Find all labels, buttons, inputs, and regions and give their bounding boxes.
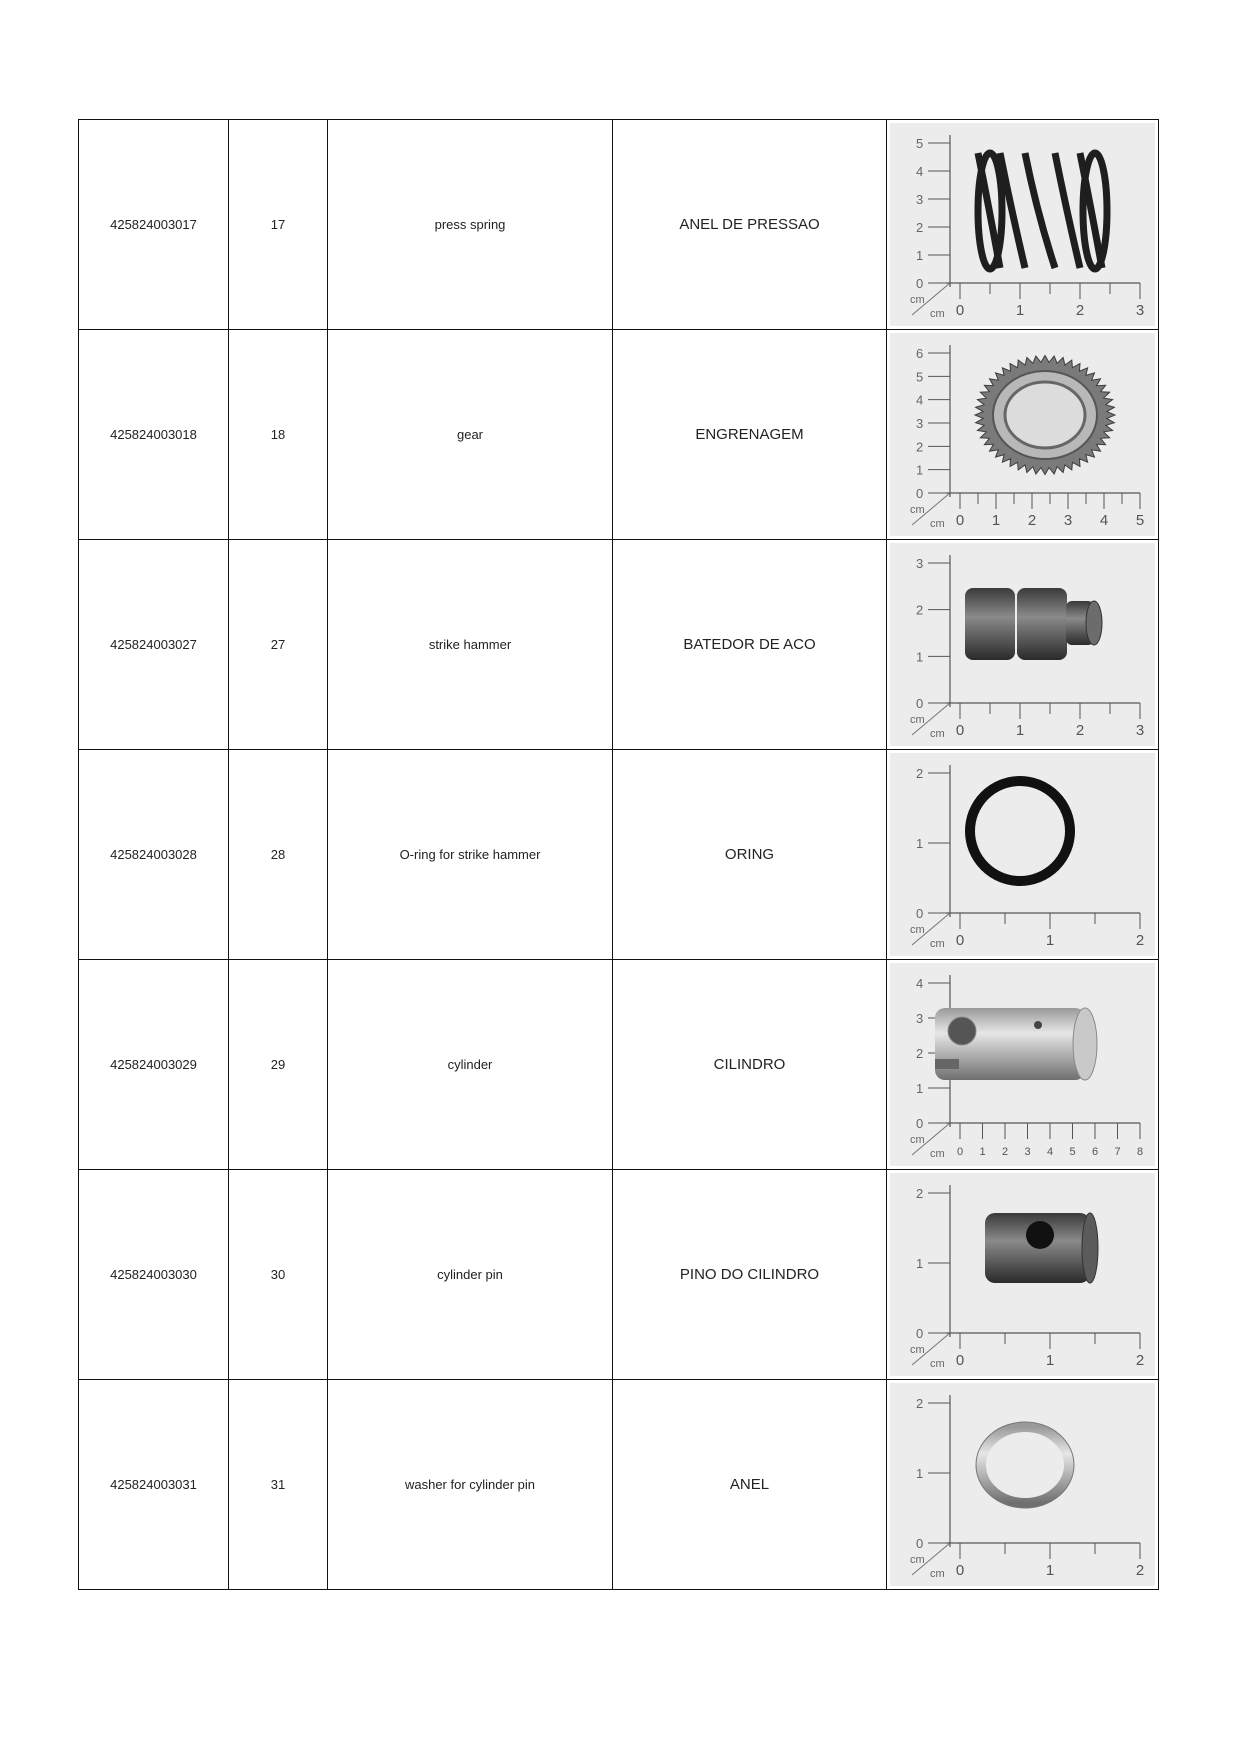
part-number: 425824003031 (79, 1380, 229, 1590)
description-pt: ORING (613, 750, 887, 960)
scale-y-label: 5 (916, 136, 924, 151)
part-number: 425824003018 (79, 330, 229, 540)
table-row (79, 750, 1159, 960)
position-number: 31 (229, 1380, 328, 1590)
description-pt: CILINDRO (613, 960, 887, 1170)
scale-unit-label: cm (930, 1148, 945, 1160)
scale-x-label: 2 (1027, 512, 1037, 529)
part-photo (890, 123, 1155, 326)
scale-y-label: 0 (916, 906, 924, 921)
scale-x-label: 1 (1045, 1352, 1055, 1369)
scale-y-label: 1 (916, 649, 924, 665)
scale-x-label: 3 (1024, 1146, 1031, 1158)
description-pt: ANEL (613, 1380, 887, 1590)
scale-x-label: 0 (955, 1562, 965, 1579)
scale-y-label: 0 (916, 1116, 924, 1131)
scale-x-label: 5 (1069, 1146, 1076, 1158)
scale-unit-label: cm (930, 308, 945, 320)
description-en: strike hammer (328, 540, 613, 750)
scale-y-label: 1 (916, 836, 924, 851)
scale-y-label: 1 (916, 1081, 924, 1096)
position-number: 29 (229, 960, 328, 1170)
table-row (79, 540, 1159, 750)
scale-x-label: 0 (955, 512, 965, 529)
scale-y-label: 2 (916, 1046, 924, 1061)
description-pt: PINO DO CILINDRO (613, 1170, 887, 1380)
description-en: press spring (328, 120, 613, 330)
scale-y-label: 4 (916, 392, 924, 408)
scale-x-label: 1 (1015, 722, 1025, 739)
part-photo (890, 753, 1155, 956)
scale-y-label: 6 (916, 346, 924, 361)
part-photo (890, 333, 1155, 536)
gear-picture (975, 356, 1115, 475)
scale-y-label: 0 (916, 276, 924, 291)
part-photo (890, 963, 1155, 1166)
scale-x-label: 7 (1114, 1146, 1121, 1158)
scale-x-label: 2 (1135, 1562, 1145, 1579)
cylinder-picture (935, 1008, 1097, 1080)
description-en: cylinder pin (328, 1170, 613, 1380)
table-row (79, 960, 1159, 1170)
scale-y-label: 1 (916, 1256, 924, 1271)
scale-unit-label: cm (930, 1568, 945, 1580)
scale-x-label: 2 (1135, 1352, 1145, 1369)
scale-x-label: 3 (1135, 302, 1145, 319)
position-number: 27 (229, 540, 328, 750)
position-number: 18 (229, 330, 328, 540)
scale-x-label: 1 (1015, 302, 1025, 319)
scale-unit-label: cm (910, 294, 925, 306)
table-row (79, 1380, 1159, 1590)
position-number: 28 (229, 750, 328, 960)
scale-x-label: 6 (1091, 1146, 1099, 1158)
scale-x-label: 1 (1045, 932, 1055, 949)
scale-y-label: 3 (916, 416, 924, 431)
part-number: 425824003027 (79, 540, 229, 750)
scale-unit-label: cm (910, 924, 925, 936)
scale-x-label: 4 (1046, 1146, 1054, 1158)
description-pt: ENGRENAGEM (613, 330, 887, 540)
scale-x-label: 3 (1135, 722, 1145, 739)
scale-x-label: 0 (955, 1352, 965, 1369)
description-en: gear (328, 330, 613, 540)
part-photo (890, 1173, 1155, 1376)
scale-y-label: 2 (916, 1186, 924, 1201)
scale-unit-label: cm (910, 1554, 925, 1566)
description-en: O-ring for strike hammer (328, 750, 613, 960)
scale-y-label: 2 (916, 220, 924, 235)
scale-unit-label: cm (930, 938, 945, 950)
scale-unit-label: cm (910, 1344, 925, 1356)
scale-y-label: 3 (916, 556, 924, 571)
description-pt: BATEDOR DE ACO (613, 540, 887, 750)
scale-y-label: 1 (916, 1466, 924, 1481)
scale-x-label: 2 (1001, 1146, 1009, 1158)
scale-y-label: 0 (916, 696, 924, 711)
part-photo (890, 1383, 1155, 1586)
scale-y-label: 0 (916, 1326, 924, 1341)
scale-y-label: 3 (916, 1011, 924, 1026)
table-row (79, 1170, 1159, 1380)
part-number: 425824003028 (79, 750, 229, 960)
scale-y-label: 2 (916, 439, 924, 455)
scale-x-label: 2 (1075, 302, 1085, 319)
scale-unit-label: cm (910, 504, 925, 516)
scale-unit-label: cm (930, 1358, 945, 1370)
scale-y-label: 4 (916, 164, 924, 179)
description-en: washer for cylinder pin (328, 1380, 613, 1590)
scale-y-label: 1 (916, 462, 924, 478)
position-number: 30 (229, 1170, 328, 1380)
scale-x-label: 1 (1045, 1562, 1055, 1579)
scale-x-label: 3 (1063, 512, 1073, 529)
scale-x-label: 4 (1099, 512, 1109, 529)
scale-x-label: 0 (955, 932, 965, 949)
scale-x-label: 0 (955, 722, 965, 739)
scale-x-label: 8 (1136, 1146, 1144, 1158)
description-en: cylinder (328, 960, 613, 1170)
parts-table (78, 119, 1159, 1590)
pin-picture (985, 1213, 1098, 1283)
scale-x-label: 0 (956, 1146, 964, 1158)
scale-unit-label: cm (930, 518, 945, 530)
description-pt: ANEL DE PRESSAO (613, 120, 887, 330)
scale-y-label: 3 (916, 192, 924, 207)
table-row (79, 120, 1159, 330)
scale-y-label: 2 (916, 1396, 924, 1411)
scale-y-label: 0 (916, 486, 924, 501)
scale-y-label: 1 (916, 248, 924, 263)
scale-unit-label: cm (930, 728, 945, 740)
part-number: 425824003029 (79, 960, 229, 1170)
scale-unit-label: cm (910, 1134, 925, 1146)
position-number: 17 (229, 120, 328, 330)
scale-y-label: 2 (916, 602, 924, 618)
scale-x-label: 5 (1135, 512, 1145, 529)
table-row (79, 330, 1159, 540)
scale-unit-label: cm (910, 714, 925, 726)
scale-x-label: 0 (955, 302, 965, 319)
scale-x-label: 1 (979, 1146, 986, 1158)
scale-y-label: 5 (916, 369, 924, 385)
scale-y-label: 0 (916, 1536, 924, 1551)
scale-x-label: 1 (991, 512, 1001, 529)
part-number: 425824003030 (79, 1170, 229, 1380)
scale-x-label: 2 (1135, 932, 1145, 949)
scale-x-label: 2 (1075, 722, 1085, 739)
scale-y-label: 4 (916, 976, 924, 991)
part-photo (890, 543, 1155, 746)
scale-y-label: 2 (916, 766, 924, 781)
part-number: 425824003017 (79, 120, 229, 330)
